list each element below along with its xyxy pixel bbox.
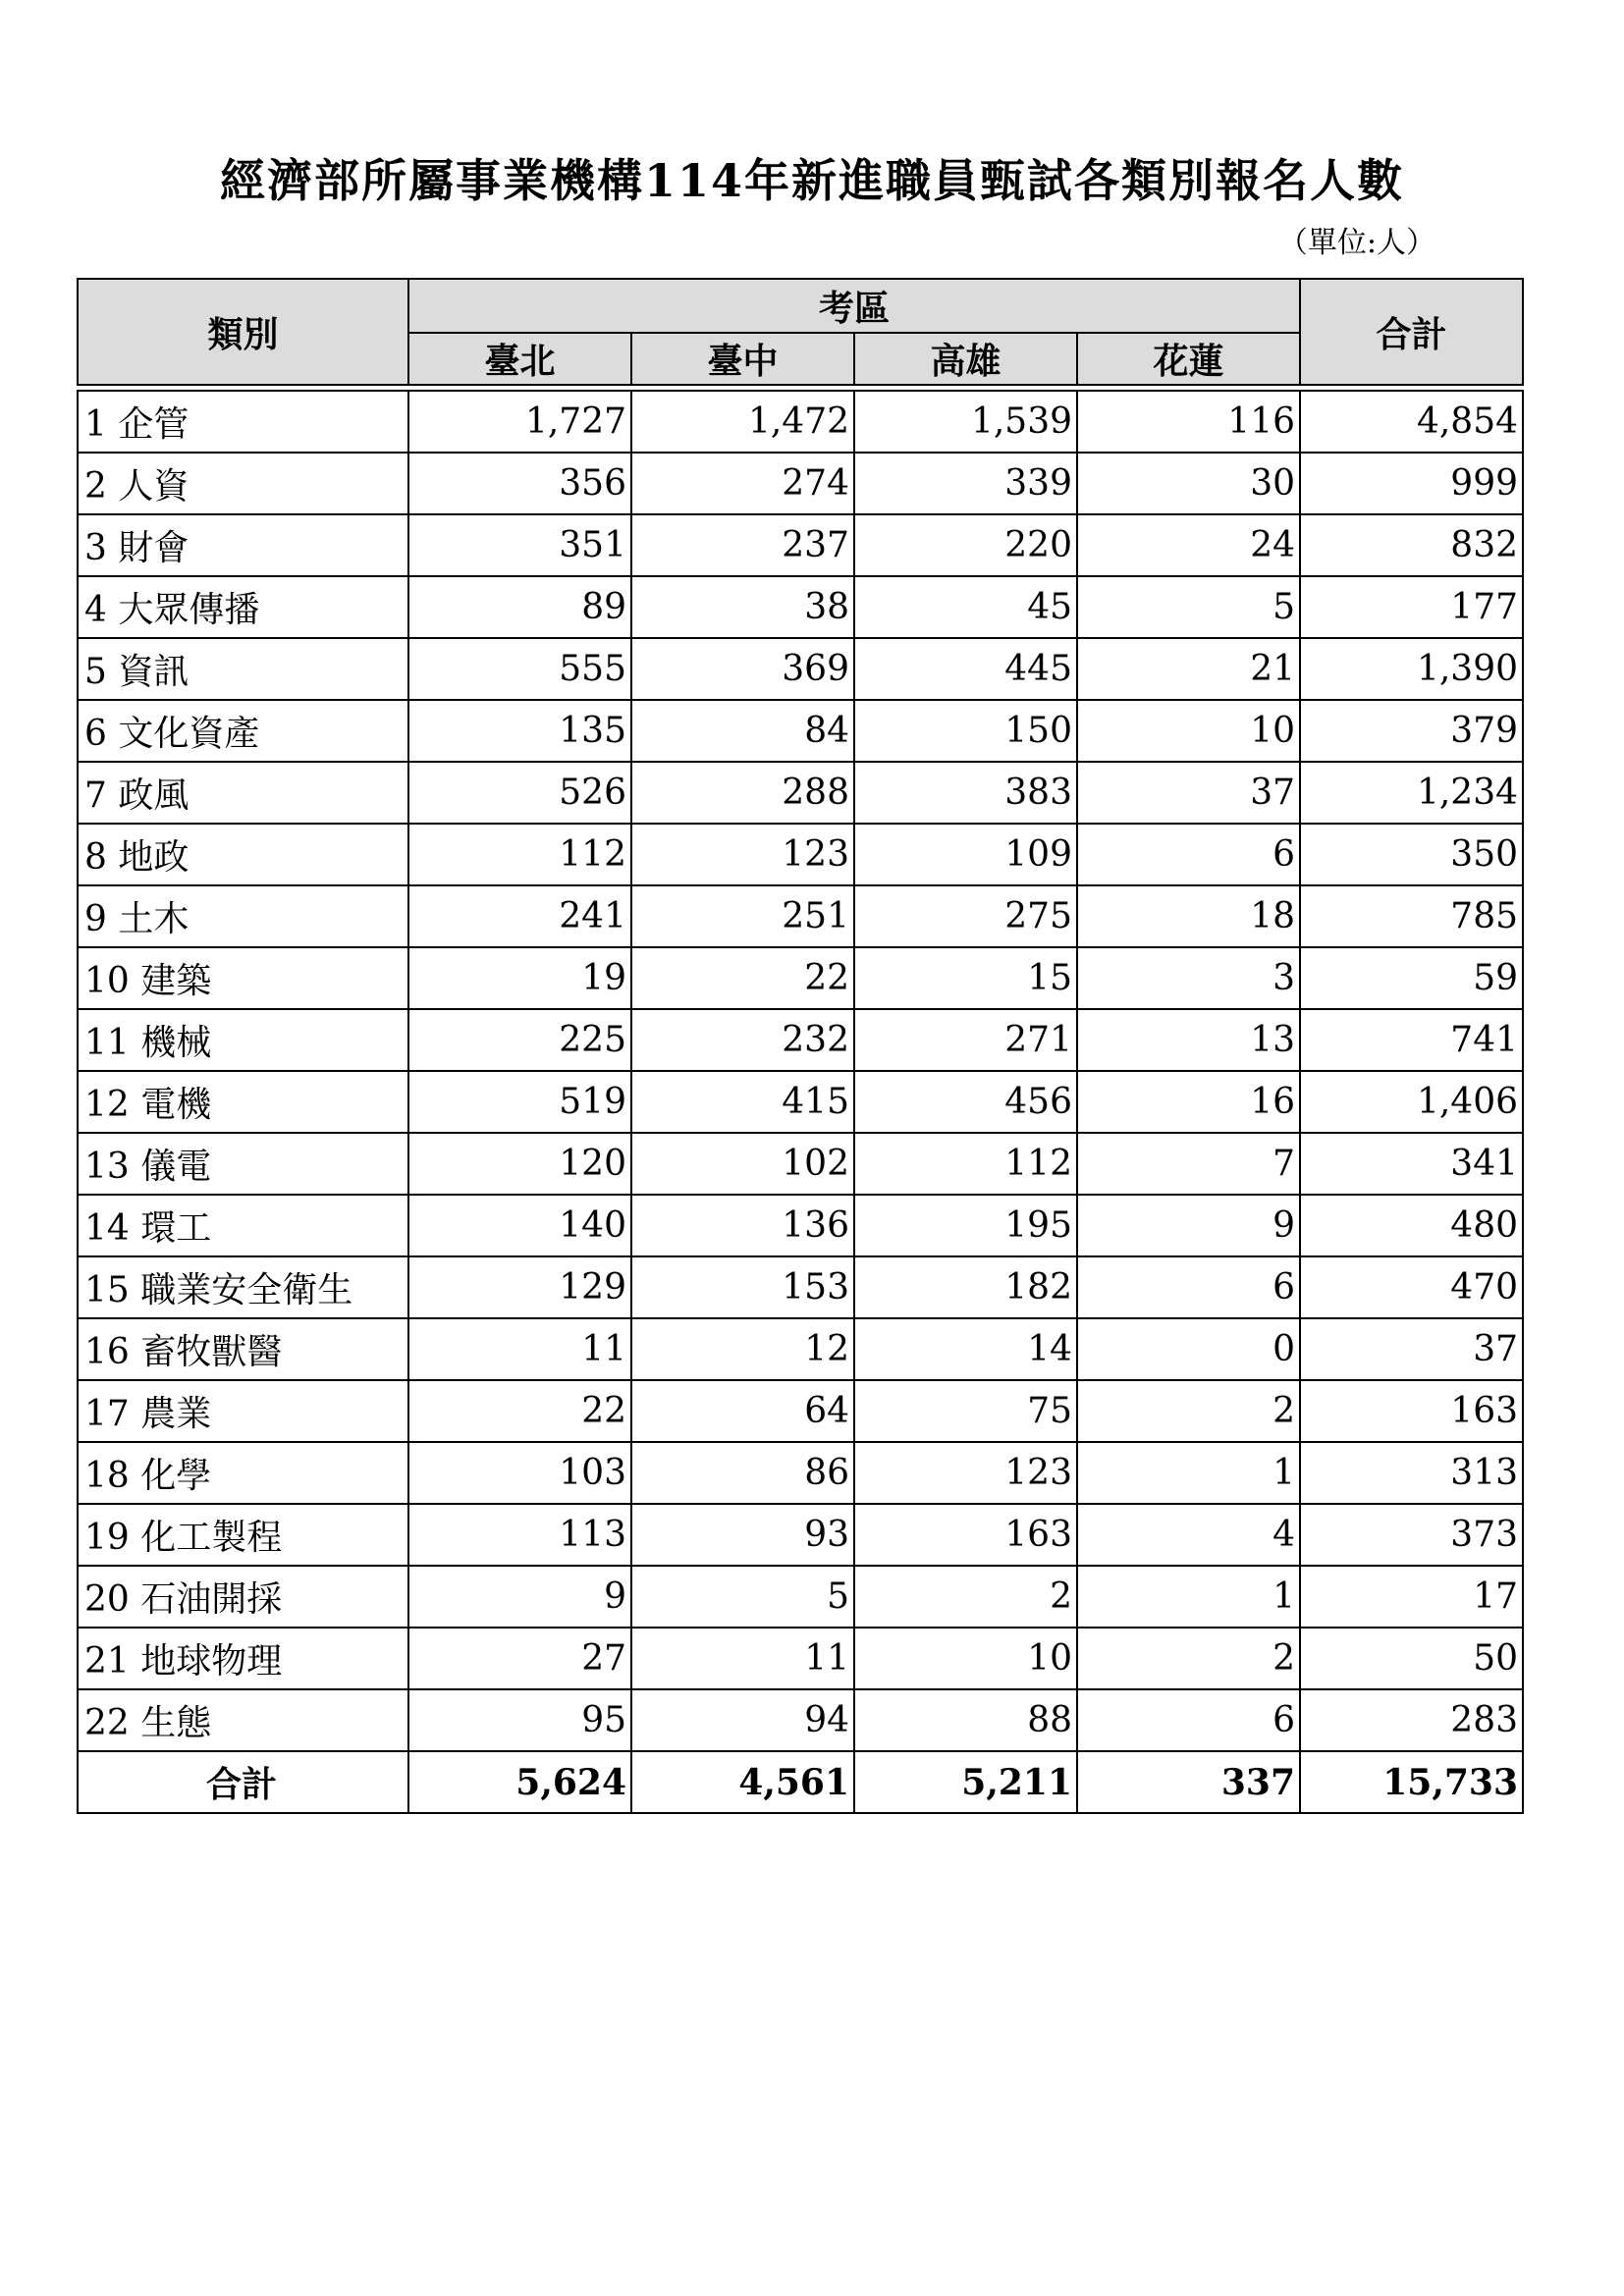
taichung-count: 84 (631, 700, 854, 762)
taichung-count: 22 (631, 947, 854, 1009)
total-header: 合計 (1300, 279, 1523, 385)
hualien-count: 6 (1077, 824, 1300, 885)
kaohsiung-count: 445 (854, 638, 1077, 700)
table-row (78, 1195, 1523, 1256)
category-name: 2 人資 (78, 453, 408, 514)
hualien-count: 13 (1077, 1009, 1300, 1071)
taichung-count: 1,472 (631, 391, 854, 453)
region-header-kaohsiung: 高雄 (854, 333, 1077, 385)
taipei-count: 112 (408, 824, 631, 885)
hualien-count: 1 (1077, 1566, 1300, 1628)
row-total: 283 (1300, 1689, 1523, 1751)
taichung-count: 12 (631, 1318, 854, 1380)
category-name: 9 土木 (78, 885, 408, 947)
row-total: 17 (1300, 1566, 1523, 1628)
table-row (78, 576, 1523, 638)
taichung-count: 123 (631, 824, 854, 885)
taipei-count: 526 (408, 762, 631, 824)
hualien-count: 4 (1077, 1504, 1300, 1566)
row-total: 999 (1300, 453, 1523, 514)
row-total: 163 (1300, 1380, 1523, 1442)
row-total: 37 (1300, 1318, 1523, 1380)
table-row (78, 947, 1523, 1009)
page-title: 經濟部所屬事業機構114年新進職員甄試各類別報名人數 (219, 154, 1405, 207)
total-row (78, 1751, 1523, 1813)
unit-label: （單位:人） (1277, 226, 1435, 260)
hualien-count: 2 (1077, 1628, 1300, 1689)
table-row (78, 1380, 1523, 1442)
table-row (78, 1689, 1523, 1751)
hualien-count: 6 (1077, 1689, 1300, 1751)
taipei-count: 5,624 (408, 1751, 631, 1813)
row-total: 15,733 (1300, 1751, 1523, 1813)
table-row (78, 1256, 1523, 1318)
taipei-count: 129 (408, 1256, 631, 1318)
kaohsiung-count: 150 (854, 700, 1077, 762)
kaohsiung-count: 14 (854, 1318, 1077, 1380)
taichung-count: 86 (631, 1442, 854, 1504)
taipei-count: 22 (408, 1380, 631, 1442)
kaohsiung-count: 5,211 (854, 1751, 1077, 1813)
kaohsiung-count: 163 (854, 1504, 1077, 1566)
kaohsiung-count: 275 (854, 885, 1077, 947)
kaohsiung-count: 339 (854, 453, 1077, 514)
category-name: 14 環工 (78, 1195, 408, 1256)
hualien-count: 24 (1077, 514, 1300, 576)
category-name: 12 電機 (78, 1071, 408, 1133)
kaohsiung-count: 123 (854, 1442, 1077, 1504)
region-header-taichung: 臺中 (631, 333, 854, 385)
category-name: 3 財會 (78, 514, 408, 576)
row-total: 1,390 (1300, 638, 1523, 700)
kaohsiung-count: 75 (854, 1380, 1077, 1442)
row-total: 177 (1300, 576, 1523, 638)
taipei-count: 103 (408, 1442, 631, 1504)
kaohsiung-count: 88 (854, 1689, 1077, 1751)
taichung-count: 38 (631, 576, 854, 638)
table-row (78, 391, 1523, 453)
taipei-count: 11 (408, 1318, 631, 1380)
category-name: 10 建築 (78, 947, 408, 1009)
row-total: 1,234 (1300, 762, 1523, 824)
row-total: 373 (1300, 1504, 1523, 1566)
registration-table (77, 278, 1524, 1814)
row-total: 4,854 (1300, 391, 1523, 453)
category-name: 8 地政 (78, 824, 408, 885)
table-row (78, 824, 1523, 885)
kaohsiung-count: 45 (854, 576, 1077, 638)
kaohsiung-count: 112 (854, 1133, 1077, 1195)
taichung-count: 288 (631, 762, 854, 824)
kaohsiung-count: 10 (854, 1628, 1077, 1689)
row-total: 1,406 (1300, 1071, 1523, 1133)
hualien-count: 9 (1077, 1195, 1300, 1256)
region-header-hualien: 花蓮 (1077, 333, 1300, 385)
taichung-count: 4,561 (631, 1751, 854, 1813)
kaohsiung-count: 271 (854, 1009, 1077, 1071)
hualien-count: 337 (1077, 1751, 1300, 1813)
taichung-count: 415 (631, 1071, 854, 1133)
row-total: 785 (1300, 885, 1523, 947)
exam-area-header: 考區 (408, 279, 1300, 333)
table-row (78, 1071, 1523, 1133)
taipei-count: 356 (408, 453, 631, 514)
table-body (78, 385, 1523, 1813)
kaohsiung-count: 220 (854, 514, 1077, 576)
table-row (78, 1504, 1523, 1566)
kaohsiung-count: 182 (854, 1256, 1077, 1318)
taipei-count: 140 (408, 1195, 631, 1256)
taipei-count: 225 (408, 1009, 631, 1071)
row-total: 480 (1300, 1195, 1523, 1256)
category-name: 6 文化資產 (78, 700, 408, 762)
taipei-count: 135 (408, 700, 631, 762)
table-row (78, 885, 1523, 947)
taipei-count: 555 (408, 638, 631, 700)
row-total: 741 (1300, 1009, 1523, 1071)
taipei-count: 89 (408, 576, 631, 638)
category-name: 7 政風 (78, 762, 408, 824)
hualien-count: 3 (1077, 947, 1300, 1009)
hualien-count: 10 (1077, 700, 1300, 762)
table-row (78, 700, 1523, 762)
hualien-count: 16 (1077, 1071, 1300, 1133)
kaohsiung-count: 195 (854, 1195, 1077, 1256)
kaohsiung-count: 109 (854, 824, 1077, 885)
hualien-count: 7 (1077, 1133, 1300, 1195)
table-row (78, 1566, 1523, 1628)
kaohsiung-count: 383 (854, 762, 1077, 824)
row-total: 313 (1300, 1442, 1523, 1504)
table-row (78, 762, 1523, 824)
row-total: 59 (1300, 947, 1523, 1009)
taichung-count: 153 (631, 1256, 854, 1318)
row-total: 350 (1300, 824, 1523, 885)
kaohsiung-count: 456 (854, 1071, 1077, 1133)
category-name: 17 農業 (78, 1380, 408, 1442)
row-total: 50 (1300, 1628, 1523, 1689)
table-row (78, 1628, 1523, 1689)
hualien-count: 18 (1077, 885, 1300, 947)
taipei-count: 113 (408, 1504, 631, 1566)
taipei-count: 27 (408, 1628, 631, 1689)
hualien-count: 1 (1077, 1442, 1300, 1504)
hualien-count: 6 (1077, 1256, 1300, 1318)
category-name: 20 石油開採 (78, 1566, 408, 1628)
category-name: 13 儀電 (78, 1133, 408, 1195)
kaohsiung-count: 2 (854, 1566, 1077, 1628)
category-name: 1 企管 (78, 391, 408, 453)
category-name: 15 職業安全衛生 (78, 1256, 408, 1318)
taichung-count: 237 (631, 514, 854, 576)
taipei-count: 1,727 (408, 391, 631, 453)
row-total: 832 (1300, 514, 1523, 576)
category-name: 21 地球物理 (78, 1628, 408, 1689)
taipei-count: 120 (408, 1133, 631, 1195)
category-name: 合計 (78, 1751, 408, 1813)
taipei-count: 241 (408, 885, 631, 947)
taichung-count: 11 (631, 1628, 854, 1689)
category-name: 22 生態 (78, 1689, 408, 1751)
table-row (78, 638, 1523, 700)
taichung-count: 274 (631, 453, 854, 514)
region-header-taipei: 臺北 (408, 333, 631, 385)
category-header: 類別 (78, 279, 408, 385)
category-name: 19 化工製程 (78, 1504, 408, 1566)
taichung-count: 369 (631, 638, 854, 700)
taichung-count: 102 (631, 1133, 854, 1195)
category-name: 5 資訊 (78, 638, 408, 700)
taichung-count: 5 (631, 1566, 854, 1628)
taipei-count: 19 (408, 947, 631, 1009)
table-row (78, 514, 1523, 576)
table-row (78, 1133, 1523, 1195)
taipei-count: 351 (408, 514, 631, 576)
category-name: 4 大眾傳播 (78, 576, 408, 638)
taichung-count: 94 (631, 1689, 854, 1751)
taichung-count: 232 (631, 1009, 854, 1071)
table-row (78, 1318, 1523, 1380)
hualien-count: 116 (1077, 391, 1300, 453)
hualien-count: 2 (1077, 1380, 1300, 1442)
kaohsiung-count: 15 (854, 947, 1077, 1009)
table-row (78, 1442, 1523, 1504)
row-total: 470 (1300, 1256, 1523, 1318)
hualien-count: 37 (1077, 762, 1300, 824)
row-total: 341 (1300, 1133, 1523, 1195)
category-name: 16 畜牧獸醫 (78, 1318, 408, 1380)
taipei-count: 519 (408, 1071, 631, 1133)
taipei-count: 9 (408, 1566, 631, 1628)
hualien-count: 21 (1077, 638, 1300, 700)
table-row (78, 453, 1523, 514)
taichung-count: 136 (631, 1195, 854, 1256)
taichung-count: 93 (631, 1504, 854, 1566)
taipei-count: 95 (408, 1689, 631, 1751)
table-row (78, 1009, 1523, 1071)
category-name: 11 機械 (78, 1009, 408, 1071)
hualien-count: 30 (1077, 453, 1300, 514)
row-total: 379 (1300, 700, 1523, 762)
hualien-count: 0 (1077, 1318, 1300, 1380)
taichung-count: 64 (631, 1380, 854, 1442)
taichung-count: 251 (631, 885, 854, 947)
kaohsiung-count: 1,539 (854, 391, 1077, 453)
category-name: 18 化學 (78, 1442, 408, 1504)
hualien-count: 5 (1077, 576, 1300, 638)
